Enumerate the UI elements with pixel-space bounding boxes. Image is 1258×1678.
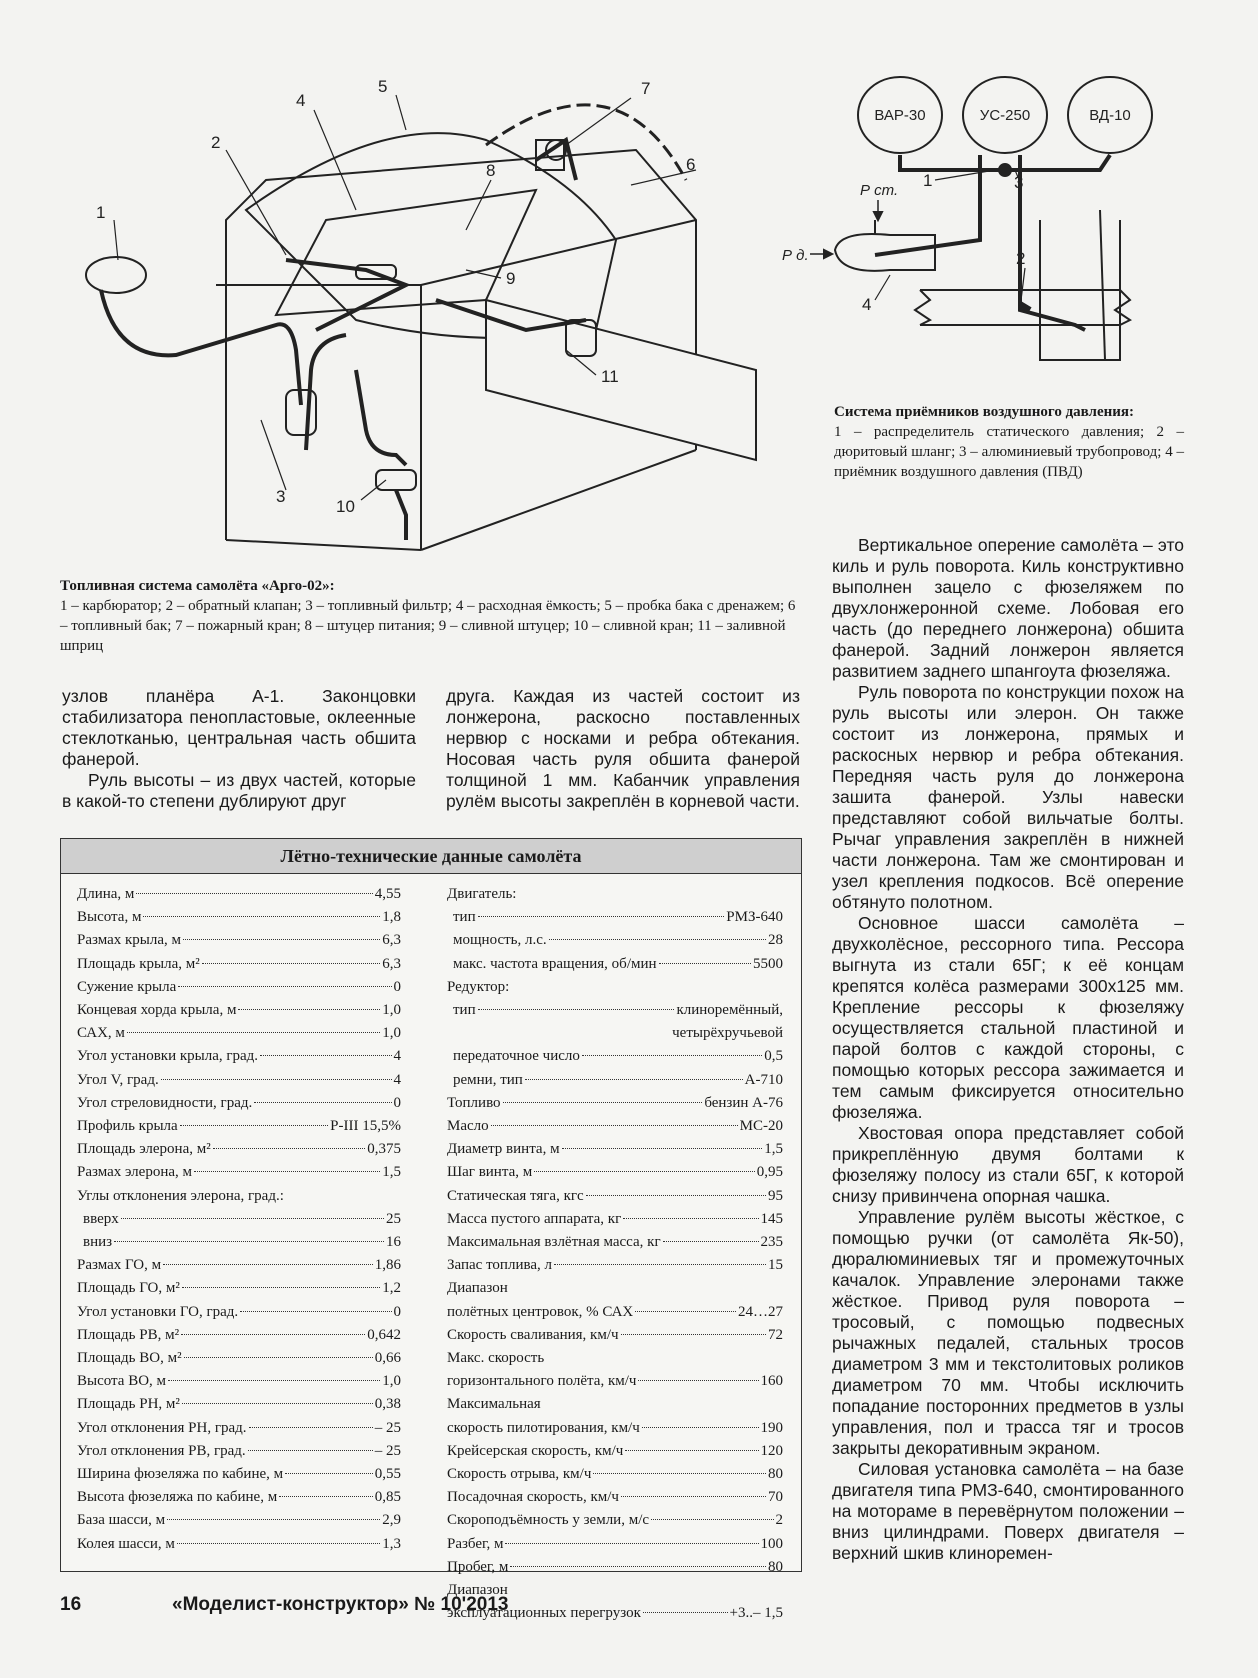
spec-label: Шаг винта, м <box>447 1164 533 1181</box>
body-right-para-4: Хвостовая опора представляет собой прикреплённую двумя болтами к фюзеляжу полосу из стали 65Г, к которой снизу привинчена опорная чашка. <box>832 1123 1184 1206</box>
fuel-system-caption <box>60 576 800 656</box>
spec-label: Размах ГО, м <box>77 1257 162 1274</box>
spec-row <box>447 1463 783 1486</box>
body-column-right <box>832 535 1184 1564</box>
spec-value: бензин А-76 <box>704 1094 783 1111</box>
label-p-static: Р ст. <box>860 182 899 199</box>
spec-row <box>447 906 783 929</box>
spec-row <box>447 1347 783 1370</box>
spec-label: Площадь ВО, м² <box>77 1350 182 1367</box>
gauge-vd10: ВД-10 <box>1089 107 1131 124</box>
spec-row <box>447 1069 783 1092</box>
spec-row <box>447 883 783 906</box>
spec-label: Макс. скорость <box>447 1350 545 1367</box>
spec-label: вниз <box>83 1234 113 1251</box>
fuel-caption-title: Топливная система самолёта «Арго-02»: <box>60 578 335 594</box>
spec-row <box>77 1069 401 1092</box>
spec-value: 100 <box>760 1535 783 1552</box>
spec-label: горизонтального полёта, км/ч <box>447 1373 637 1390</box>
spec-row <box>447 1393 783 1416</box>
spec-label: САХ, м <box>77 1025 125 1042</box>
fuel-callout-7: 7 <box>641 79 651 98</box>
spec-row <box>77 1440 401 1463</box>
spec-value: 0,66 <box>374 1350 401 1367</box>
pitot-callout-3: 3 <box>1014 173 1024 192</box>
spec-value: 0,642 <box>367 1326 401 1343</box>
spec-row <box>77 929 401 952</box>
spec-label: Статическая тяга, кгс <box>447 1187 584 1204</box>
page-footer <box>60 1594 800 1624</box>
spec-value: 190 <box>760 1419 783 1436</box>
spec-row <box>447 1533 783 1556</box>
spec-value: 0 <box>393 1094 401 1111</box>
spec-label: Разбег, м <box>447 1535 504 1552</box>
spec-label: макс. частота вращения, об/мин <box>453 955 657 972</box>
spec-value: 0,85 <box>374 1489 401 1506</box>
spec-value: клиноремённый, <box>676 1002 783 1019</box>
spec-value: 80 <box>768 1466 783 1483</box>
spec-value: 80 <box>768 1558 783 1575</box>
spec-value: – 25 <box>374 1419 401 1436</box>
spec-value: МС-20 <box>739 1118 783 1135</box>
spec-row <box>447 976 783 999</box>
spec-label: Скорость сваливания, км/ч <box>447 1326 619 1343</box>
spec-value: РМЗ-640 <box>726 909 783 926</box>
spec-value: 1,0 <box>382 1025 401 1042</box>
spec-value: 25 <box>386 1210 401 1227</box>
spec-label: передаточное число <box>453 1048 580 1065</box>
spec-label: Посадочная скорость, км/ч <box>447 1489 619 1506</box>
spec-label: Скорость отрыва, км/ч <box>447 1466 592 1483</box>
spec-row <box>77 1208 401 1231</box>
spec-row <box>447 1440 783 1463</box>
spec-row <box>447 1277 783 1300</box>
body-right-para-3: Основное шасси самолёта – двухколёсное, рессорного типа. Рессора выгнута из стали 65Г; к её концам крепятся колёса размерами 300х125 мм. Крепление рессоры к фюзеляжу осуществляется стальной пластиной и парой болтов с каждой стороны, с помощью которых рессора зажимается и тем самым фиксируется относительно фюзеляжа. <box>832 913 1184 1122</box>
spec-row <box>77 1347 401 1370</box>
spec-row <box>447 1486 783 1509</box>
spec-label: Масса пустого аппарата, кг <box>447 1210 622 1227</box>
spec-row <box>77 1185 401 1208</box>
spec-label: мощность, л.с. <box>453 932 547 949</box>
spec-value: 235 <box>760 1234 783 1251</box>
spec-value: 1,86 <box>374 1257 401 1274</box>
gauge-var30: ВАР-30 <box>874 107 926 124</box>
spec-label: Диапазон <box>447 1280 508 1297</box>
spec-label: Масло <box>447 1118 489 1135</box>
spec-row <box>447 1161 783 1184</box>
spec-row <box>77 1231 401 1254</box>
spec-row <box>447 1231 783 1254</box>
spec-row <box>77 1138 401 1161</box>
spec-label: Диаметр винта, м <box>447 1141 560 1158</box>
spec-row <box>77 999 401 1022</box>
spec-row <box>77 1533 401 1556</box>
spec-value: 28 <box>768 932 783 949</box>
body-right-para-1: Вертикальное оперение самолёта – это киль и руль поворота. Киль конструктивно выполнен зацело с фюзеляжем по двухлонжеронной схеме. Лобовая его часть (до переднего лонжерона) обшита фанерой. Задний лонжерон является развитием заднего шпангоута фюзеляжа. <box>832 535 1184 681</box>
spec-label: Площадь ГО, м² <box>77 1280 180 1297</box>
spec-label: Угол V, град. <box>77 1071 159 1088</box>
spec-label: Пробег, м <box>447 1558 509 1575</box>
spec-label: ремни, тип <box>453 1071 523 1088</box>
spec-row <box>447 1092 783 1115</box>
spec-label: Высота, м <box>77 909 142 926</box>
spec-label: Крейсерская скорость, км/ч <box>447 1442 624 1459</box>
spec-label: тип <box>453 1002 476 1019</box>
spec-row <box>447 1370 783 1393</box>
spec-value: +3..– 1,5 <box>729 1605 783 1622</box>
spec-label: Высота фюзеляжа по кабине, м <box>77 1489 278 1506</box>
fuel-callout-3: 3 <box>276 487 286 506</box>
spec-row <box>447 1324 783 1347</box>
spec-value: 1,5 <box>764 1141 783 1158</box>
spec-value: 4 <box>393 1048 401 1065</box>
spec-row <box>77 1045 401 1068</box>
pitot-caption-title: Система приёмников воздушного давления: <box>834 404 1135 420</box>
pitot-caption-text: 1 – распределитель статического давления; 2 – дюритовый шланг; 3 – алюминиевый трубопровод; 4 – приёмник воздушного давления (ПВД) <box>834 424 1184 480</box>
spec-value: 1,3 <box>382 1535 401 1552</box>
spec-row <box>77 976 401 999</box>
spec-value: 6,3 <box>382 932 401 949</box>
spec-value: четырёхручьевой <box>672 1025 783 1042</box>
pitot-callout-4: 4 <box>862 295 872 314</box>
spec-row <box>447 1509 783 1532</box>
spec-value: 16 <box>386 1234 401 1251</box>
spec-row <box>77 1324 401 1347</box>
spec-row <box>77 906 401 929</box>
spec-row <box>77 1486 401 1509</box>
fuel-caption-text: 1 – карбюратор; 2 – обратный клапан; 3 – топливный фильтр; 4 – расходная ёмкость; 5 – пробка бака с дренажем; 6 – топливный бак; 7 – пожарный кран; 8 – штуцер питания; 9 – сливной штуцер; 10 – сливной кран; 11 – заливной шприц <box>60 598 796 654</box>
spec-label: База шасси, м <box>77 1512 166 1529</box>
spec-label: Угол отклонения РВ, град. <box>77 1442 246 1459</box>
pitot-callout-1: 1 <box>923 171 933 190</box>
spec-row <box>77 1254 401 1277</box>
spec-value: 4,55 <box>374 886 401 902</box>
spec-label: Углы отклонения элерона, град.: <box>77 1187 284 1204</box>
specs-left-column <box>77 883 401 1556</box>
spec-label: Размах элерона, м <box>77 1164 192 1181</box>
spec-value: 160 <box>760 1373 783 1390</box>
spec-label: тип <box>453 909 476 926</box>
body-left-para-1: узлов планёра А-1. Законцовки стабилизатора пенопластовые, оклеенные стеклотканью, центральная часть обшита фанерой. <box>62 686 416 769</box>
spec-value: 72 <box>768 1326 783 1343</box>
spec-value: 6,3 <box>382 955 401 972</box>
spec-value: 15 <box>768 1257 783 1274</box>
spec-label: Размах крыла, м <box>77 932 182 949</box>
spec-value: 4 <box>393 1071 401 1088</box>
spec-value: 1,0 <box>382 1002 401 1019</box>
spec-label: Сужение крыла <box>77 978 177 995</box>
spec-value: А-710 <box>744 1071 783 1088</box>
spec-value: 0,95 <box>756 1164 783 1181</box>
spec-row <box>447 1115 783 1138</box>
pitot-system-figure <box>782 70 1190 400</box>
fuel-callout-5: 5 <box>378 77 388 96</box>
fuel-callout-9: 9 <box>506 269 516 288</box>
specs-table-title: Лётно-технические данные самолёта <box>61 839 801 874</box>
spec-row <box>447 1138 783 1161</box>
spec-row <box>77 1277 401 1300</box>
spec-label: эксплуатационных перегрузок <box>447 1605 641 1622</box>
spec-row <box>77 1115 401 1138</box>
spec-row <box>447 953 783 976</box>
spec-label: Топливо <box>447 1094 501 1111</box>
spec-row <box>77 1161 401 1184</box>
spec-row <box>447 1208 783 1231</box>
spec-row <box>447 999 783 1022</box>
spec-value: 1,0 <box>382 1373 401 1390</box>
body-column-left <box>62 686 416 812</box>
spec-value: Р-III 15,5% <box>330 1118 401 1135</box>
spec-value: 5500 <box>753 955 783 972</box>
body-column-middle <box>446 686 800 812</box>
spec-row <box>77 1393 401 1416</box>
spec-row <box>77 1370 401 1393</box>
label-p-dynamic: Р д. <box>782 247 809 264</box>
body-left-para-2: Руль высоты – из двух частей, которые в какой-то степени дублируют друг <box>62 770 416 811</box>
spec-row <box>447 1417 783 1440</box>
spec-value: 120 <box>760 1442 783 1459</box>
spec-label: Максимальная взлётная масса, кг <box>447 1234 661 1251</box>
body-right-para-6: Силовая установка самолёта – на базе двигателя типа РМЗ-640, смонтированного на мотораме в перевёрнутом положении – вниз цилиндрами. Поверх двигателя – верхний шкив клиноремен- <box>832 1459 1184 1563</box>
page-number: 16 <box>60 1594 82 1615</box>
pitot-system-caption <box>834 402 1184 482</box>
spec-row <box>447 1022 783 1045</box>
spec-label: скорость пилотирования, км/ч <box>447 1419 640 1436</box>
gauge-us250: УС-250 <box>979 107 1031 124</box>
spec-row <box>447 1185 783 1208</box>
spec-value: 0,38 <box>374 1396 401 1413</box>
fuel-callout-8: 8 <box>486 161 496 180</box>
spec-label: Угол стреловидности, град. <box>77 1094 253 1111</box>
spec-value: 70 <box>768 1489 783 1506</box>
spec-label: Максимальная <box>447 1396 541 1413</box>
fuel-callout-10: 10 <box>336 497 355 516</box>
spec-label: Скороподъёмность у земли, м/с <box>447 1512 650 1529</box>
spec-label: Угол отклонения РН, град. <box>77 1419 247 1436</box>
spec-value: 145 <box>760 1210 783 1227</box>
fuel-callout-1: 1 <box>96 203 106 222</box>
spec-row <box>447 1556 783 1579</box>
spec-value: 0,5 <box>764 1048 783 1065</box>
spec-row <box>447 1301 783 1324</box>
spec-label: Запас топлива, л <box>447 1257 552 1274</box>
spec-row <box>77 1092 401 1115</box>
spec-label: Диапазон <box>447 1582 508 1599</box>
spec-value: 2,9 <box>382 1512 401 1529</box>
spec-value: 0,375 <box>367 1141 401 1158</box>
body-right-para-5: Управление рулём высоты жёсткое, с помощью ручки (от самолёта Як-50), дюралюминиевых тяг и промежуточных качалок. Управление элеронами также жёсткое. Привод руля поворота – тросовый, с помощью подвесных рычажных педалей, стальных тросов диаметром 3 мм и текстолитовых роликов диаметром 70 мм. Чтобы исключить попадание посторонних предметов в узлы управления, пол и трасса тяг и тросов закрыты декоративным экраном. <box>832 1207 1184 1458</box>
spec-label: Колея шасси, м <box>77 1535 175 1552</box>
spec-label: Площадь РВ, м² <box>77 1326 180 1343</box>
spec-row <box>77 953 401 976</box>
spec-label: Высота ВО, м <box>77 1373 167 1390</box>
spec-label: Концевая хорда крыла, м <box>77 1002 237 1019</box>
specs-right-column <box>447 883 783 1626</box>
fuel-callout-4: 4 <box>296 91 306 110</box>
spec-row <box>77 883 401 906</box>
spec-label: Площадь элерона, м² <box>77 1141 211 1158</box>
spec-label: Редуктор: <box>447 978 510 995</box>
spec-value: 0,55 <box>374 1466 401 1483</box>
spec-value: – 25 <box>374 1442 401 1459</box>
spec-label: Угол установки ГО, град. <box>77 1303 239 1320</box>
pitot-callout-2: 2 <box>1016 249 1026 268</box>
spec-label: вверх <box>83 1210 119 1227</box>
spec-row <box>77 1301 401 1324</box>
spec-label: полётных центровок, % САХ <box>447 1303 634 1320</box>
spec-row <box>77 1463 401 1486</box>
spec-label: Профиль крыла <box>77 1118 178 1135</box>
journal-title: «Моделист-конструктор» № 10'2013 <box>172 1594 509 1615</box>
spec-row <box>77 1417 401 1440</box>
spec-row <box>447 929 783 952</box>
spec-row <box>77 1509 401 1532</box>
spec-label: Площадь крыла, м² <box>77 955 200 972</box>
spec-value: 24…27 <box>738 1303 783 1320</box>
body-right-para-2: Руль поворота по конструкции похож на руль высоты или элерон. Он также состоит из лонжерона, прямых и раскосных нервюр и ребра обтекания. Передняя часть руля до лонжерона зашита фанерой. Узлы навески представляют собой вильчатые болты. Рычаг управления закреплён в нижней части лонжерона. Там же смонтирован и узел крепления подкосов. Всё оперение обтянуто полотном. <box>832 682 1184 912</box>
spec-label: Ширина фюзеляжа по кабине, м <box>77 1466 284 1483</box>
spec-value: 2 <box>775 1512 783 1529</box>
spec-label: Двигатель: <box>447 886 517 902</box>
spec-label: Угол установки крыла, град. <box>77 1048 259 1065</box>
fuel-callout-2: 2 <box>211 133 221 152</box>
spec-value: 95 <box>768 1187 783 1204</box>
spec-value: 0 <box>393 978 401 995</box>
fuel-callout-6: 6 <box>686 155 696 174</box>
spec-value: 1,2 <box>382 1280 401 1297</box>
spec-label: Площадь РН, м² <box>77 1396 180 1413</box>
fuel-callout-11: 11 <box>601 367 619 386</box>
spec-value: 1,5 <box>382 1164 401 1181</box>
spec-value: 0 <box>393 1303 401 1320</box>
spec-row <box>447 1045 783 1068</box>
spec-label: Длина, м <box>77 886 135 902</box>
body-middle-para-1: друга. Каждая из частей состоит из лонжерона, раскосно поставленных нервюр с носками и ребра обтекания. Носовая часть руля обшита фанерой толщиной 1 мм. Кабанчик управления рулём высоты закреплён в корневой части. <box>446 686 800 811</box>
spec-row <box>447 1254 783 1277</box>
spec-value: 1,8 <box>382 909 401 926</box>
spec-row <box>77 1022 401 1045</box>
fuel-system-figure <box>56 70 816 560</box>
